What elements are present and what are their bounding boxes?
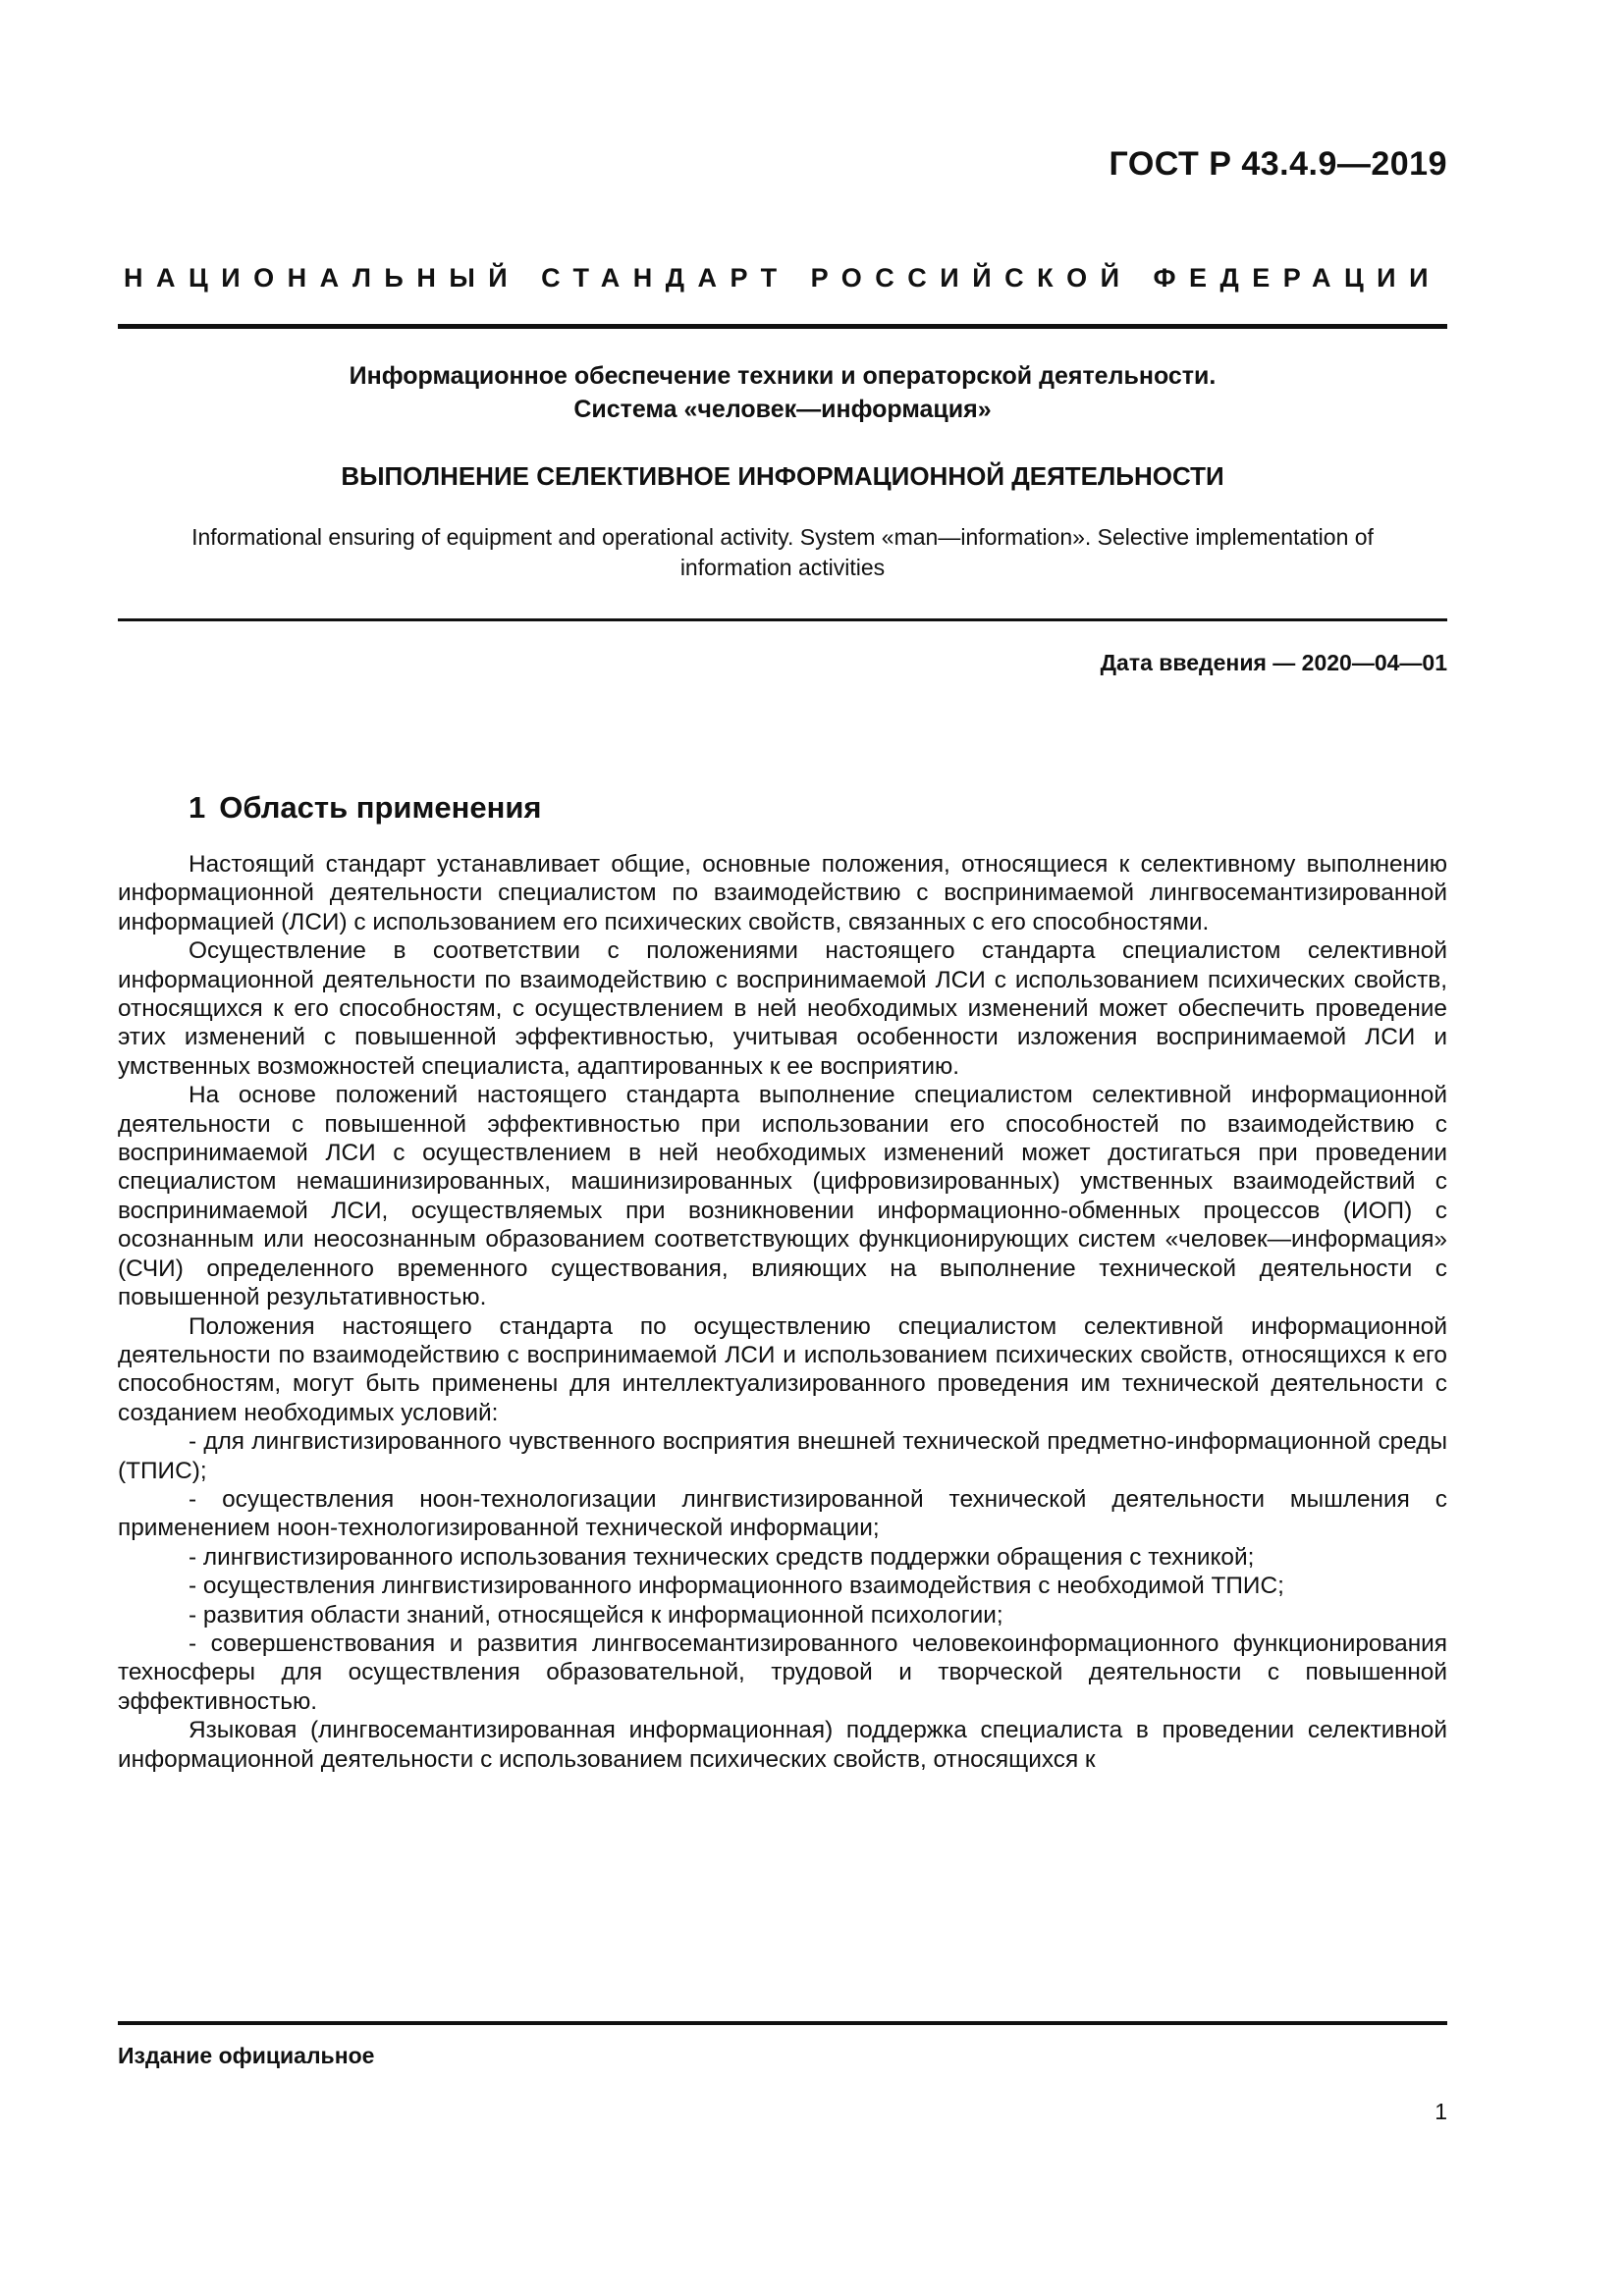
section-heading <box>189 790 542 826</box>
paragraph: На основе положений настоящего стандарта выполнение специалистом селективной информационной деятельности с повышенной эффективностью при использовании его способностей по взаимодействию с воспринимаемой ЛСИ с осуществлением в ней необходимых изменений может достигаться при проведении специалистом немашинизированных, машинизированных (цифровизированных) умственных взаимодействий с воспринимаемой ЛСИ, осуществляемых при возникновении информационно-обменных процессов (ИОП) с осознанным или неосознанным образованием соответствующих функционирующих систем «человек—информация» (СЧИ) определенного временного существования, влияющих на выполнение технической деятельности с повышенной результативностью. <box>118 1082 1447 1311</box>
english-title <box>118 522 1447 583</box>
list-item: - осуществления ноон-технологизации лингвистизированной технической деятельности мышления с применением ноон-технологизированной технической информации; <box>118 1485 1447 1542</box>
list-item: - лингвистизированного использования технических средств поддержки обращения с техникой; <box>189 1543 1255 1571</box>
english-title-line-1: Informational ensuring of equipment and operational activity. System «man—information». Selective implementation of <box>191 524 1374 550</box>
paragraph: Языковая (лингвосемантизированная информационная) поддержка специалиста в проведении селективной информационной деятельности с использованием психических свойств, относящихся к <box>118 1717 1447 1773</box>
russian-title-line-1: Информационное обеспечение техники и операторской деятельности. <box>349 362 1217 390</box>
national-standard-heading: НАЦИОНАЛЬНЫЙ СТАНДАРТ РОССИЙСКОЙ ФЕДЕРАЦИИ <box>124 263 1441 293</box>
section-number: 1 <box>189 790 206 825</box>
document-number: ГОСТ Р 43.4.9—2019 <box>1109 145 1447 183</box>
top-divider <box>118 324 1447 329</box>
body-text <box>118 850 1447 1774</box>
english-title-line-2: information activities <box>679 555 886 580</box>
list-item: - развития области знаний, относящейся к информационной психологии; <box>189 1601 1003 1629</box>
list-item: - совершенствования и развития лингвосемантизированного человекоинформационного функционирования техносферы для осуществления образовательной, трудовой и творческой деятельности с повышенной эффективностью. <box>118 1629 1447 1715</box>
title-divider <box>118 618 1447 621</box>
footer-divider <box>118 2021 1447 2025</box>
main-title: ВЫПОЛНЕНИЕ СЕЛЕКТИВНОЕ ИНФОРМАЦИОННОЙ ДЕЯТЕЛЬНОСТИ <box>341 461 1224 491</box>
russian-title <box>118 359 1447 426</box>
introduction-date: Дата введения — 2020—04—01 <box>1100 650 1447 675</box>
section-title: Область применения <box>219 790 542 825</box>
paragraph: Положения настоящего стандарта по осуществлению специалистом селективной информационной деятельности по взаимодействию с воспринимаемой ЛСИ и использованием психических свойств, относящихся к его способностям, могут быть применены для интеллектуализированного проведения им технической деятельности с созданием необходимых условий: <box>118 1312 1447 1426</box>
list-item: - для лингвистизированного чувственного восприятия внешней технической предметно-информационной среды (ТПИС); <box>118 1428 1447 1484</box>
russian-title-line-2: Система «человек—информация» <box>573 396 992 423</box>
list-item: - осуществления лингвистизированного информационного взаимодействия с необходимой ТПИС; <box>189 1573 1284 1600</box>
official-edition-label: Издание официальное <box>118 2043 375 2068</box>
paragraph: Настоящий стандарт устанавливает общие, основные положения, относящиеся к селективному выполнению информационной деятельности специалистом по взаимодействию с воспринимаемой лингвосемантизированной информацией (ЛСИ) с использованием его психических свойств, связанных с его способностями. <box>118 851 1447 935</box>
page-number: 1 <box>1435 2099 1447 2124</box>
paragraph: Осуществление в соответствии с положениями настоящего стандарта специалистом селективной информационной деятельности по взаимодействию с воспринимаемой ЛСИ с использованием психических свойств, относящихся к его способностям, с осуществлением в ней необходимых изменений может обеспечить проведение этих изменений с повышенной эффективностью, учитывая особенности изложения воспринимаемой ЛСИ и умственных возможностей специалиста, адаптированных к ее восприятию. <box>118 937 1447 1080</box>
